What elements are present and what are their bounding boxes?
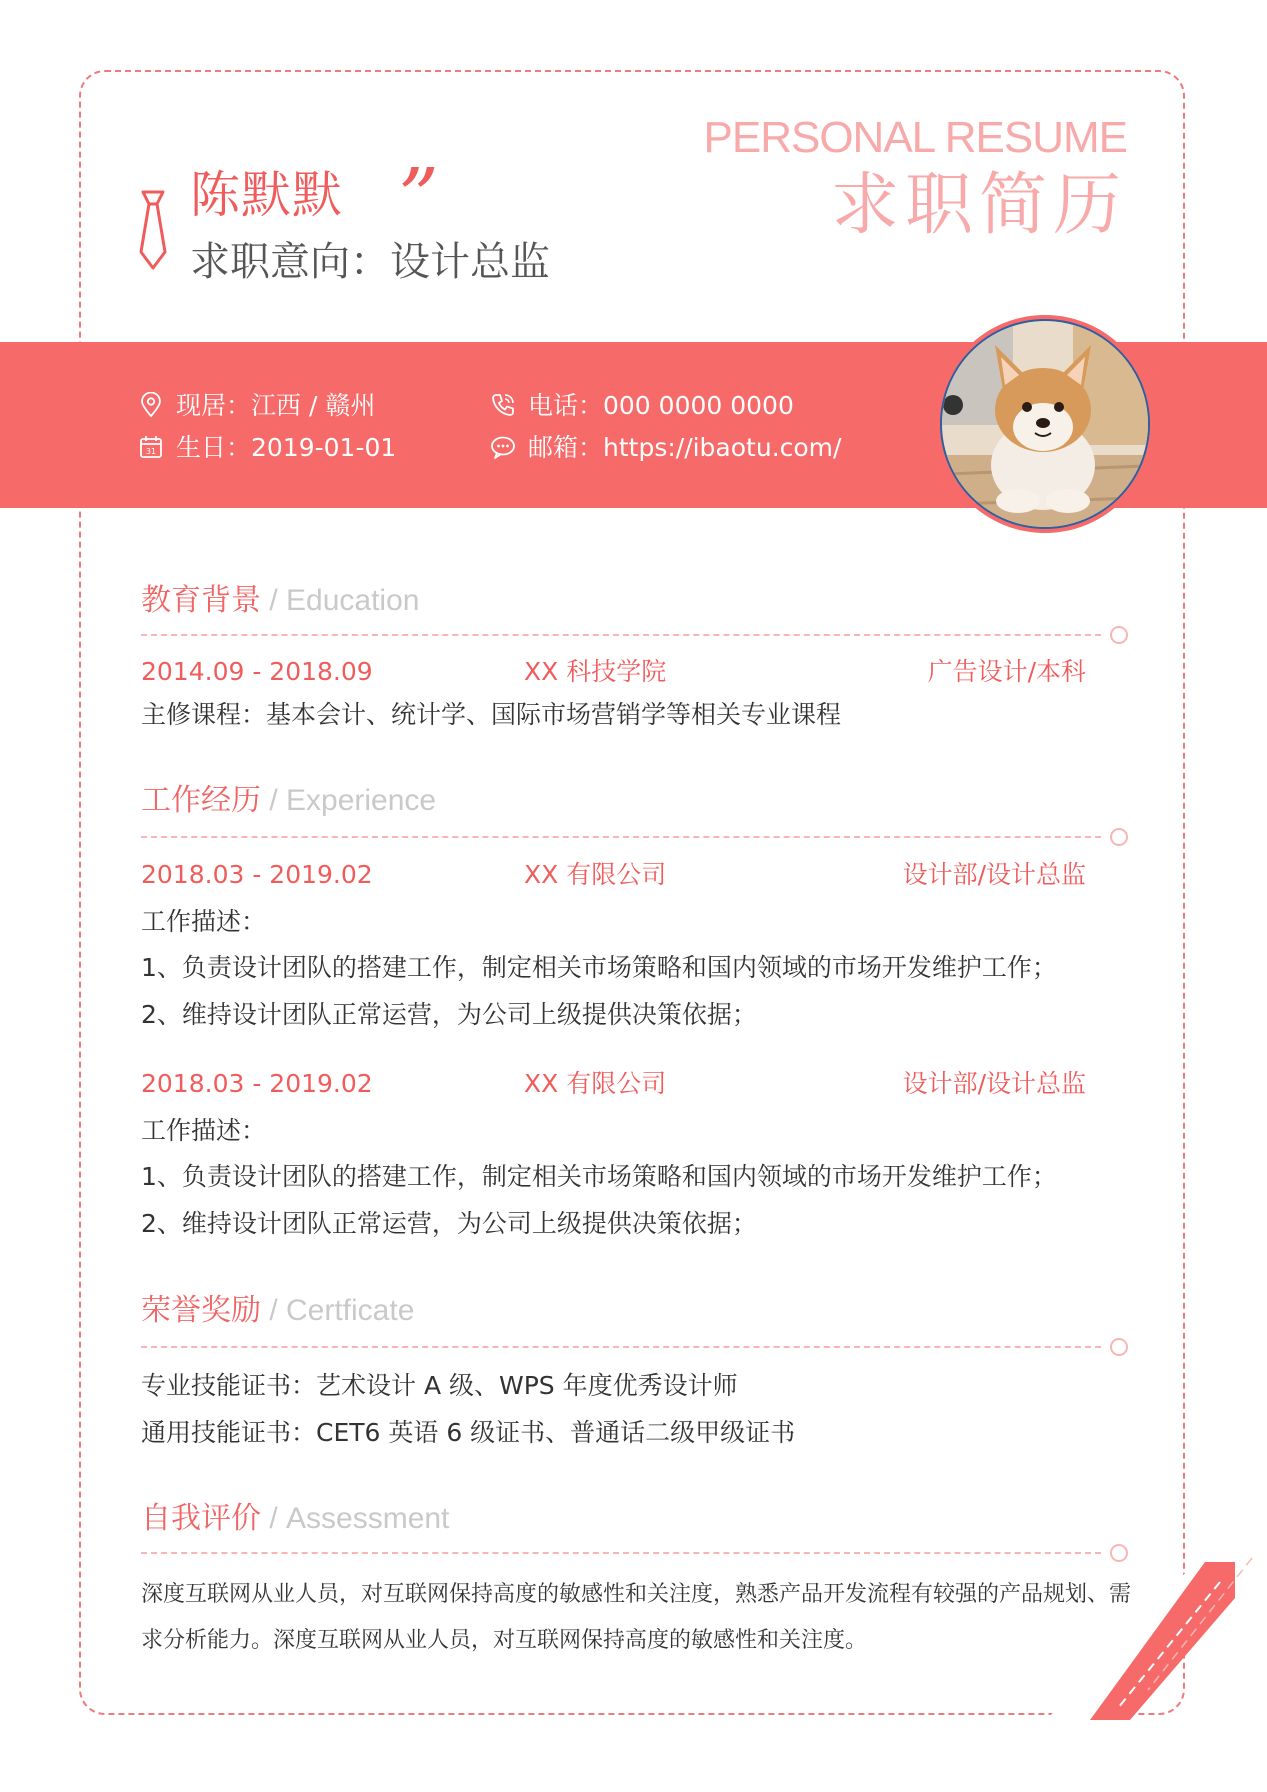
- assessment-title-en: / Assessment: [261, 1502, 450, 1535]
- job-intent: 求职意向：设计总监: [190, 239, 550, 285]
- calendar-icon: [138, 434, 164, 460]
- experience-title-en: / Experience: [261, 784, 437, 817]
- education-period: 2014.09 - 2018.09: [141, 657, 373, 686]
- chat-icon: [490, 434, 516, 460]
- job-desc-label: 工作描述：: [141, 1116, 267, 1145]
- phone-text: 电话：000 0000 0000: [528, 390, 794, 420]
- section-title-awards: [141, 1293, 415, 1328]
- quote-mark: ”: [398, 151, 439, 244]
- awards-title-cn: 荣誉奖励: [141, 1293, 261, 1328]
- section-divider: [141, 1552, 1101, 1554]
- job-role: 设计部/设计总监: [902, 1069, 1086, 1098]
- title-english: PERSONAL RESUME: [703, 113, 1127, 162]
- job-desc-line: 1、负责设计团队的搭建工作，制定相关市场策略和国内领域的市场开发维护工作；: [141, 953, 1057, 982]
- education-title-cn: 教育背景: [141, 583, 261, 618]
- info-phone: [490, 392, 794, 418]
- section-title-assessment: [141, 1501, 450, 1536]
- corner-ribbon: [1030, 1550, 1267, 1792]
- education-courses: 主修课程：基本会计、统计学、国际市场营销学等相关专业课程: [141, 700, 842, 729]
- awards-title-en: / Certficate: [261, 1294, 415, 1327]
- title-chinese: 求职简历: [830, 166, 1127, 245]
- education-school: XX 科技学院: [524, 657, 667, 686]
- assessment-title-cn: 自我评价: [141, 1501, 261, 1536]
- job-company: XX 有限公司: [524, 860, 667, 889]
- section-divider: [141, 634, 1101, 636]
- location-icon: [138, 392, 164, 418]
- job-period: 2018.03 - 2019.02: [141, 860, 373, 889]
- candidate-name: 陈默默: [190, 166, 343, 224]
- section-title-education: [141, 583, 420, 618]
- award-line: 专业技能证书：艺术设计 A 级、WPS 年度优秀设计师: [141, 1371, 738, 1400]
- job-desc-line: 2、维持设计团队正常运营，为公司上级提供决策依据；: [141, 1209, 757, 1238]
- section-divider: [141, 1346, 1101, 1348]
- job-company: XX 有限公司: [524, 1069, 667, 1098]
- section-divider: [141, 836, 1101, 838]
- assessment-text: 深度互联网从业人员，对互联网保持高度的敏感性和关注度，熟悉产品开发流程有较强的产品规划、需求分析能力。深度互联网从业人员，对互联网保持高度的敏感性和关注度。: [141, 1582, 1132, 1653]
- job-desc-label: 工作描述：: [141, 907, 267, 936]
- residence-text: 现居：江西 / 赣州: [176, 390, 376, 420]
- education-title-en: / Education: [261, 584, 420, 617]
- job-desc-line: 2、维持设计团队正常运营，为公司上级提供决策依据；: [141, 1000, 757, 1029]
- email-text: 邮箱：https://ibaotu.com/: [528, 432, 842, 462]
- job-desc-line: 1、负责设计团队的搭建工作，制定相关市场策略和国内领域的市场开发维护工作；: [141, 1162, 1057, 1191]
- section-title-experience: [141, 783, 437, 818]
- tie-icon: [135, 188, 171, 272]
- section-divider-dot: [1110, 626, 1128, 644]
- job-role: 设计部/设计总监: [902, 860, 1086, 889]
- award-line: 通用技能证书：CET6 英语 6 级证书、普通话二级甲级证书: [141, 1418, 796, 1447]
- education-major: 广告设计/本科: [927, 657, 1086, 686]
- section-divider-dot: [1110, 828, 1128, 846]
- info-birthday: [138, 434, 396, 460]
- section-divider-dot: [1110, 1338, 1128, 1356]
- info-residence: [138, 392, 375, 418]
- svg-text:31: 31: [145, 447, 157, 456]
- job-period: 2018.03 - 2019.02: [141, 1069, 373, 1098]
- birthday-text: 生日：2019-01-01: [176, 432, 397, 462]
- experience-title-cn: 工作经历: [141, 783, 261, 818]
- phone-icon: [490, 392, 516, 418]
- info-email: [490, 434, 841, 460]
- profile-photo: [923, 315, 1167, 533]
